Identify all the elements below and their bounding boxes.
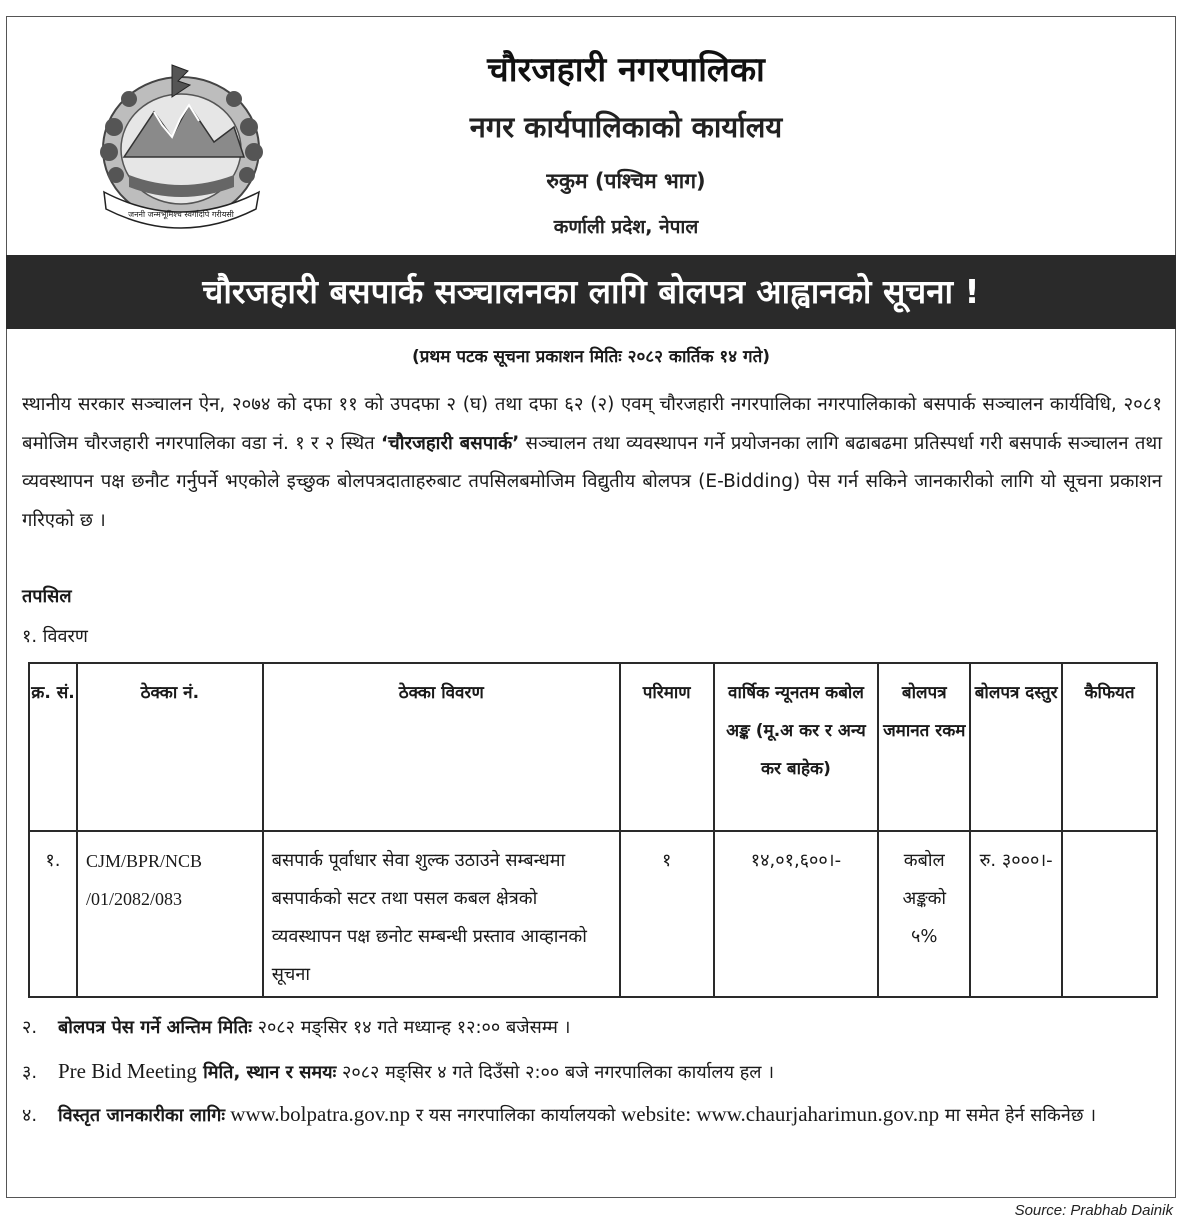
cell-contract-no: CJM/BPR/NCB /01/2082/083 bbox=[77, 831, 263, 997]
schedule-heading: तपसिल bbox=[22, 586, 72, 607]
municipality-name: चौरजहारी नगरपालिका bbox=[487, 50, 765, 90]
tender-table bbox=[28, 662, 1158, 998]
note-2-number: २. bbox=[22, 1017, 38, 1038]
header-bid-security: बोलपत्र जमानत रकम bbox=[878, 663, 970, 831]
note-4-tail: मा समेत हेर्न सकिनेछ । bbox=[939, 1105, 1097, 1126]
note-deadline bbox=[22, 1009, 1167, 1047]
table-row bbox=[29, 831, 1157, 997]
notice-title-banner: चौरजहारी बसपार्क सञ्चालनका लागि बोलपत्र आह्वानको सूचना ! bbox=[6, 255, 1176, 329]
header-description: ठेक्का विवरण bbox=[263, 663, 620, 831]
table-header-row bbox=[29, 663, 1157, 831]
section-1-heading: १. विवरण bbox=[22, 626, 88, 647]
note-3-text: २०८२ मङ्सिर ४ गते दिउँसो २:०० बजे नगरपालिका कार्यालय हल । bbox=[336, 1062, 775, 1083]
note-3-number: ३. bbox=[22, 1062, 38, 1083]
note-3-latin: Pre Bid Meeting bbox=[58, 1059, 197, 1083]
body-highlight: ‘चौरजहारी बसपार्क’ bbox=[380, 432, 520, 454]
body-text-part1: स्थानीय सरकार सञ्चालन ऐन, २०७४ को दफा ११ को उपदफा २ (घ) तथा दफा ६२ (२) एवम् चौरजहारी नगरपालिका नगरपालिकाको बसपार्क सञ्चालन कार्यविधि, २०८१ बमोजिम चौरजहारी नगरपालिका वडा नं. १ र २ स्थित bbox=[22, 394, 1162, 454]
cell-remarks bbox=[1062, 831, 1157, 997]
header-remarks: कैफियत bbox=[1062, 663, 1157, 831]
cell-quantity: १ bbox=[620, 831, 714, 997]
header-min-bid: वार्षिक न्यूनतम कबोल अङ्क (मू.अ कर र अन्य कर बाहेक) bbox=[714, 663, 879, 831]
notice-header bbox=[6, 17, 1176, 255]
bottom-rule bbox=[6, 1197, 1176, 1198]
note-4-mid: र यस नगरपालिका कार्यालयको bbox=[410, 1105, 622, 1126]
district-name: रुकुम (पश्चिम भाग) bbox=[546, 169, 706, 193]
cell-bid-security: कबोल अङ्कको ५% bbox=[878, 831, 970, 997]
publication-date: (प्रथम पटक सूचना प्रकाशन मितिः २०८२ कार्तिक १४ गते) bbox=[411, 347, 771, 367]
cell-bid-fee: रु. ३०००।- bbox=[970, 831, 1062, 997]
office-name: नगर कार्यपालिकाको कार्यालय bbox=[469, 110, 783, 144]
note-more-info bbox=[22, 1095, 1167, 1135]
header-sn: क्र. सं. bbox=[29, 663, 77, 831]
source-credit: Source: Prabhab Dainik bbox=[1014, 1202, 1173, 1219]
note-4-number: ४. bbox=[22, 1105, 38, 1126]
note-pre-bid bbox=[22, 1052, 1167, 1092]
note-2-text: २०८२ मङ्सिर १४ गते मध्यान्ह १२:०० बजेसम्म । bbox=[251, 1017, 571, 1038]
note-2-label: बोलपत्र पेस गर्ने अन्तिम मितिः bbox=[58, 1017, 252, 1038]
body-text-part2: सञ्चालन तथा व्यवस्थापन गर्ने प्रयोजनका लागि बढाबढमा प्रतिस्पर्धा गरी बसपार्क सञ्चालन तथा व्यवस्थापन पक्ष छनौट गर्नुपर्ने भएकोले इच्छुक बोलपत्रदाताहरुबाट तपसिलबमोजिम विद्युतीय बोलपत्र (E-Bidding) पेस गर्न सकिने जानकारीको लागि यो सूचना प्रकाशन गरिएको छ । bbox=[22, 432, 1162, 531]
municipality-website-link[interactable]: website: www.chaurjaharimun.gov.np bbox=[621, 1102, 940, 1126]
province-name: कर्णाली प्रदेश, नेपाल bbox=[553, 216, 699, 238]
note-4-label: विस्तृत जानकारीका लागिः bbox=[58, 1105, 226, 1126]
svg-text:जननी जन्मभूमिश्च स्वर्गादपि गर: जननी जन्मभूमिश्च स्वर्गादपि गरीयसी bbox=[128, 210, 234, 219]
notice-body bbox=[22, 386, 1162, 540]
nepal-emblem-icon bbox=[84, 57, 279, 232]
header-bid-fee: बोलपत्र दस्तुर bbox=[970, 663, 1062, 831]
header-quantity: परिमाण bbox=[620, 663, 714, 831]
cell-description: बसपार्क पूर्वाधार सेवा शुल्क उठाउने सम्बन्धमा बसपार्कको सटर तथा पसल कबल क्षेत्रको व्यवस्थापन पक्ष छनोट सम्बन्धी प्रस्ताव आव्हानको सूचना bbox=[263, 831, 620, 997]
bolpatra-link[interactable]: www.bolpatra.gov.np bbox=[225, 1102, 411, 1126]
cell-min-bid: १४,०१,६००।- bbox=[714, 831, 879, 997]
note-3-label: मिति, स्थान र समयः bbox=[196, 1062, 337, 1083]
header-contract-no: ठेक्का नं. bbox=[77, 663, 263, 831]
cell-sn: १. bbox=[29, 831, 77, 997]
